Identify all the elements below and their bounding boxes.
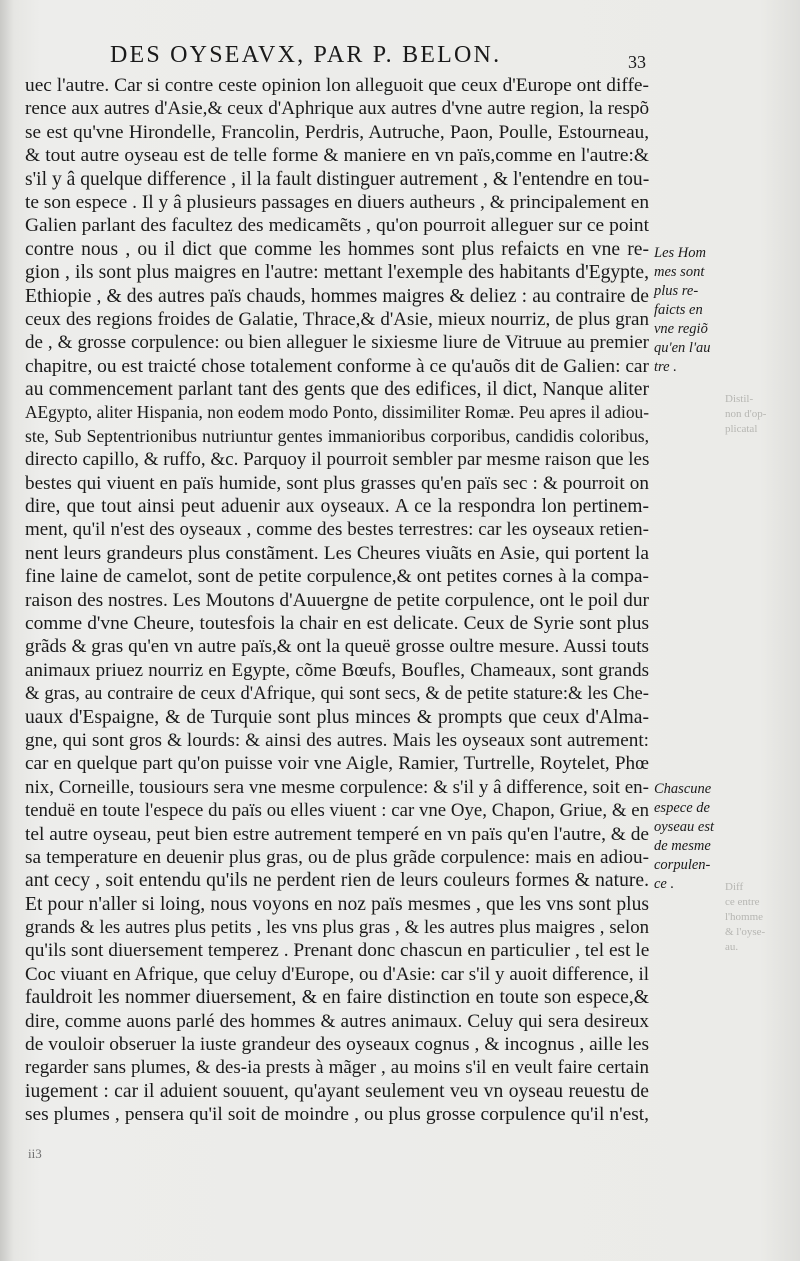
text-line: Et pour n'aller si loing, nous voyons en noz païs mesmes , que les vns sont plus — [25, 893, 649, 915]
margin-note-espece — [654, 780, 784, 894]
text-line: ceux des regions froides de Galatie, Thrace,& d'Asie, mieux nourriz, de plus gran — [25, 308, 649, 330]
text-line: ses plumes , pensera qu'il soit de moindre , ou plus grosse corpulence qu'il n'est, — [25, 1104, 649, 1126]
text-line: tel autre oyseau, peut bien estre autrement temperé en vn païs qu'en l'autre, & de — [25, 823, 650, 845]
text-line: raison des nostres. Les Moutons d'Auuergne de petite corpulence, ont le poil dur — [25, 589, 649, 611]
show-through-text — [725, 392, 795, 437]
margin-note-line: mes sont — [654, 264, 705, 280]
text-line: uec l'autre. Car si contre ceste opinion lon alleguoit que ceux d'Europe ont diffe- — [25, 75, 649, 96]
margin-note-hommes — [654, 244, 784, 377]
text-line: te son espece . Il y â plusieurs passages en diuers autheurs , & principalement en — [25, 191, 650, 213]
show-through-line: & l'oyse- — [725, 926, 766, 938]
signature-mark: ii3 — [28, 1146, 42, 1161]
text-line: AEgypto, aliter Hispania, non eodem modo Ponto, dissimiliter Romæ. Peu apres il adiou- — [25, 402, 649, 423]
margin-note-line: ce . — [654, 876, 675, 892]
text-line: comme d'vne Cheure, toutesfois la chair en est delicate. Ceux de Syrie sont plus — [25, 612, 649, 634]
text-line: contre nous , ou il dict que comme les hommes sont plus refaicts en vne re- — [25, 238, 649, 260]
text-line: & gras, au contraire de ceux d'Afrique, qui sont secs, & de petite stature:& les Che- — [25, 683, 649, 705]
text-line: car en quelque part qu'on puisse voir vne Aigle, Ramier, Turtrelle, Roytelet, Phœ — [25, 753, 649, 775]
show-through-line: plicatal — [725, 423, 758, 435]
text-line: nent leurs grandeurs plus constãment. Les Cheures viuãts en Asie, qui portent la — [25, 542, 649, 564]
margin-note-line: Chascune — [654, 781, 712, 797]
margin-note-line: Les Hom — [654, 245, 706, 261]
text-line: fauldroit les nommer diuersement, & en faire distinction en toute son espece,& — [25, 987, 649, 1009]
text-line: de vouloir obseruer la iuste grandeur des oyseaux cognus , & incognus , aille les — [25, 1034, 649, 1056]
text-line: animaux priuez nourriz en Egypte, cõme Bœufs, Boufles, Chameaux, sont grands — [25, 659, 649, 681]
margin-note-line: de mesme — [654, 838, 711, 854]
text-line: qu'ils sont diuersement temperez . Prenant donc chascun en particulier , tel est le — [25, 940, 650, 962]
text-line: regarder sans plumes, & des-ia prests à mãger , au moins s'il en veult faire certain — [25, 1057, 649, 1079]
text-line: de , & grosse corpulence: ou bien alleguer le sixiesme liure de Vitruue au premier — [25, 332, 649, 354]
text-line: rence aux autres d'Asie,& ceux d'Aphrique aux autres d'vne autre region, la respõ — [25, 98, 650, 120]
text-line: fine laine de camelot, sont de petite corpulence,& ont petites cornes à la compa- — [25, 566, 649, 588]
show-through-line: ce entre — [725, 896, 760, 908]
text-line: Coc viuant en Afrique, que celuy d'Europe, ou d'Asie: car s'il y auoit difference, il — [25, 963, 649, 985]
show-through-line: non d'op- — [725, 408, 767, 420]
text-line: ant cecy , soit entendu qu'ils ne perdent rien de leurs couleurs formes & nature. — [25, 870, 649, 892]
margin-note-line: corpulen- — [654, 857, 711, 873]
text-line: nix, Corneille, tousiours sera vne mesme corpulence: & s'il y â difference, soit en- — [25, 776, 649, 798]
body-text — [25, 74, 649, 1127]
show-through-line: au. — [725, 941, 739, 953]
margin-note-line: oyseau est — [654, 819, 714, 835]
text-line: chapitre, ou est traicté chose totalement conforme à ce qu'auõs dit de Galien: car — [25, 355, 649, 377]
text-line: grãds & gras qu'en vn autre païs,& ont la queuë grosse oultre mesure. Aussi touts — [25, 636, 649, 658]
text-line: se est qu'vne Hirondelle, Francolin, Perdris, Autruche, Paon, Poulle, Estourneau, — [25, 121, 649, 143]
margin-note-line: faicts en — [654, 302, 703, 318]
text-line: s'il y â quelque difference , il la fault distinguer autrement , & l'entendre en tou- — [25, 168, 650, 190]
margin-note-line: qu'en l'au — [654, 340, 711, 356]
margin-note-line: plus re- — [654, 283, 699, 299]
text-line: dire, que tout ainsi peut aduenir aux oyseaux. A ce la respondra lon pertinem- — [25, 496, 649, 518]
text-line: directo capillo, & ruffo, &c. Parquoy il pourroit sembler par mesme raison que les — [25, 449, 650, 471]
text-line: Ethiopie , & des autres païs chauds, hommes maigres & deliez : au contraire de — [25, 285, 649, 307]
margin-note-line: tre . — [654, 359, 677, 375]
text-line: sa temperature en deuenir plus gras, ou de plus grãde corpulence: mais en adiou- — [25, 846, 649, 868]
text-line: & tout autre oyseau est de telle forme & maniere en vn païs,comme en l'autre:& — [25, 145, 649, 167]
text-line: tenduë en toute l'espece du païs ou elles viuent : car vne Oye, Chapon, Griue, & en — [25, 800, 649, 822]
show-through-line: l'homme — [725, 911, 764, 923]
text-line: gion , ils sont plus maigres en l'autre: mettant l'exemple des habitants d'Egypte, — [25, 262, 649, 284]
text-line: au commencement parlant tant des gents que des edifices, il dict, Nanque aliter — [25, 379, 649, 401]
margin-note-line: vne regiõ — [654, 321, 708, 337]
text-line: iugement : car il aduient souuent, qu'ayant seulement veu vn oyseau reuestu de — [25, 1080, 649, 1102]
text-line: grands & les autres plus petits , les vns plus gras , & les autres plus maigres , selon — [25, 917, 649, 939]
text-line: uaux d'Espaigne, & de Turquie sont plus minces & prompts que ceux d'Alma- — [25, 706, 649, 728]
show-through-line: Diff — [725, 881, 744, 893]
text-line: gne, qui sont gros & lourds: & ainsi des autres. Mais les oyseaux sont autrement: — [25, 729, 649, 751]
show-through-text — [725, 880, 795, 955]
margin-note-line: espece de — [654, 800, 710, 816]
text-line: dire, comme auons parlé des hommes & autres animaux. Celuy qui sera desireux — [25, 1010, 649, 1032]
text-line: ste, Sub Septentrionibus nutriuntur gentes immanioribus corporibus, candidis coloribus, — [25, 425, 649, 446]
running-title: DES OYSEAVX, PAR P. BELON. — [110, 42, 502, 68]
text-line: Galien parlant des facultez des medicamẽts , qu'on pourroit alleguer sur ce point — [25, 215, 649, 237]
text-line: ment, qu'il n'est des oyseaux , comme des bestes terrestres: car les oyseaux retien- — [25, 519, 649, 541]
show-through-line: Distil- — [725, 393, 754, 405]
text-line: bestes qui viuent en païs humide, sont plus grasses qu'en païs sec : & pourroit on — [25, 472, 649, 494]
page-number: 33 — [628, 52, 646, 72]
